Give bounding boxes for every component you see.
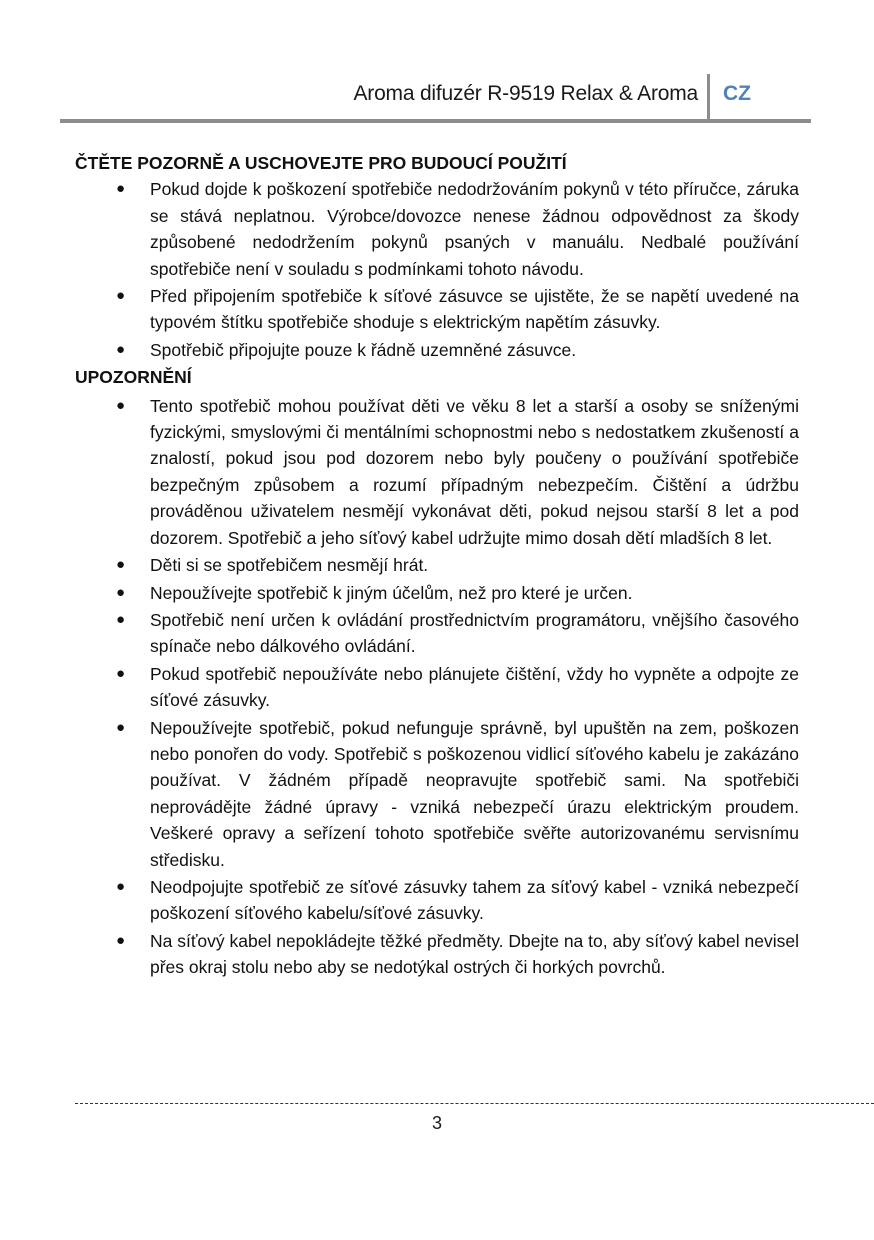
language-code: CZ [723,82,751,105]
bullet-icon: ● [116,340,126,358]
bullet-icon: ● [116,583,126,601]
list-item [75,661,799,714]
bullet-icon: ● [116,664,126,682]
bullet-icon: ● [116,931,126,949]
bullet-icon: ● [116,287,126,305]
list-item-text: Pokud dojde k poškození spotřebiče nedodržováním pokynů v této příručce, záruka se stává neplatnou. Výrobce/dovozce nenese žádnou odpovědnost za škody způsobené nedodržením pokynů psaných v manuálu. Nedbalé používání spotřebiče není v souladu s podmínkami tohoto návodu. [150,179,799,279]
list-item-text: Nepoužívejte spotřebič, pokud nefunguje správně, byl upuštěn na zem, poškozen nebo ponořen do vody. Spotřebič s poškozenou vidlicí síťového kabelu je zakázáno používat. V žádném případě neopravujte spotřebič sami. Na spotřebiči neprovádějte žádné úpravy - vzniká nebezpečí úrazu elektrickým proudem. Veškeré opravy a seřízení tohoto spotřebiče svěřte autorizovanému servisnímu středisku. [150,717,799,870]
bullet-icon: ● [116,718,126,736]
document-title: Aroma difuzér R-9519 Relax & Aroma [353,82,698,105]
list-item [75,607,799,660]
header-vertical-divider [707,74,710,120]
list-item-text: Tento spotřebič mohou používat děti ve věku 8 let a starší a osoby se sníženými fyzickými, smyslovými či mentálními schopnostmi nebo s nedostatkem zkušeností a znalostí, pokud jsou pod dozorem nebo byly poučeny o používání spotřebiče bezpečným způsobem a rozumí případným nebezpečím. Čištění a údržbu prováděnou uživatelem nesmějí vykonávat děti, pokud nejsou starší 8 let a pod dozorem. Spotřebič a jeho síťový kabel udržujte mimo dosah dětí mladších 8 let. [150,395,799,548]
list-item-text: Děti si se spotřebičem nesmějí hrát. [150,555,429,576]
header-rule [60,119,811,123]
list-item [75,552,799,578]
bullet-icon: ● [116,610,126,628]
footer-rule [75,1103,874,1104]
list-item-text: Na síťový kabel nepokládejte těžké předměty. Dbejte na to, aby síťový kabel nevisel přes okraj stolu nebo aby se nedotýkal ostrých či horkých povrchů. [150,930,799,978]
list-item [75,715,799,873]
bullet-icon: ● [116,180,126,198]
bullet-icon: ● [116,396,126,414]
list-item [75,283,799,336]
list-item [75,393,799,551]
section-heading-warning: UPOZORNĚNÍ [75,367,192,388]
page-content [75,150,799,982]
list-warning [75,393,799,981]
list-item-text: Před připojením spotřebiče k síťové zásuvce se ujistěte, že se napětí uvedené na typovém štítku spotřebiče shoduje s elektrickým napětím zásuvky. [150,286,799,333]
list-item-text: Spotřebič připojujte pouze k řádně uzemněné zásuvce. [150,339,577,360]
list-item-text: Spotřebič není určen k ovládání prostřednictvím programátoru, vnějšího časového spínače nebo dálkového ovládání. [150,609,799,657]
bullet-icon: ● [116,556,126,574]
list-item [75,928,799,981]
list-item-text: Neodpojujte spotřebič ze síťové zásuvky tahem za síťový kabel - vzniká nebezpečí poškození síťového kabelu/síťové zásuvky. [150,876,799,924]
list-item-text: Nepoužívejte spotřebič k jiným účelům, než pro které je určen. [150,582,633,603]
section-heading-read-carefully: ČTĚTE POZORNĚ A USCHOVEJTE PRO BUDOUCÍ POUŽITÍ [75,153,567,173]
list-read-carefully [75,176,799,363]
list-item-text: Pokud spotřebič nepoužíváte nebo plánujete čištění, vždy ho vypněte a odpojte ze síťové zásuvky. [150,663,799,711]
list-item [75,580,799,606]
bullet-icon: ● [116,877,126,895]
list-item [75,176,799,282]
list-item [75,337,799,363]
page-number: 3 [431,1113,442,1133]
list-item [75,874,799,927]
